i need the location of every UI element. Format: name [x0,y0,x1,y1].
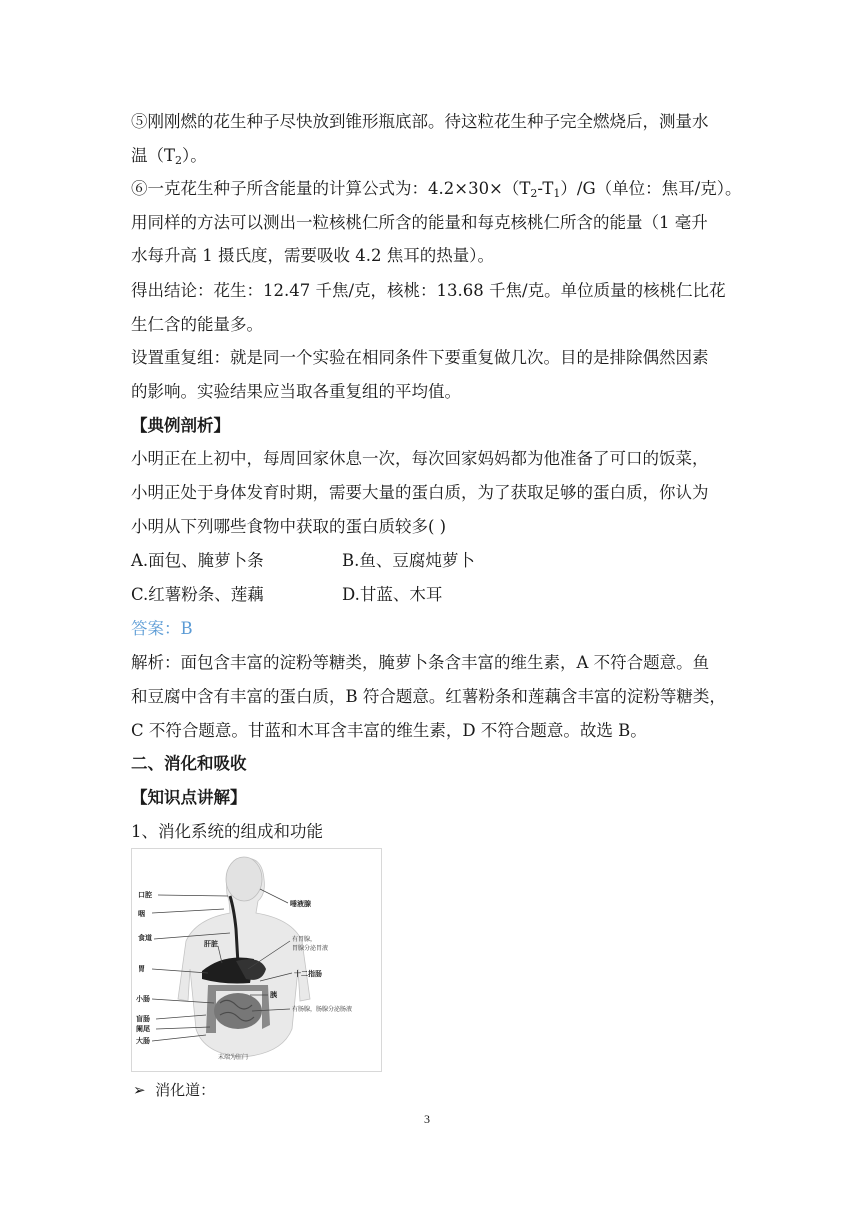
formula-line [131,178,741,205]
label-gastric-gland: 有胃腺， [292,936,317,943]
label-mouth: 口腔 [138,891,152,899]
paragraph-line: 生仁含的能量多。 [131,315,263,334]
paragraph-line: 用同样的方法可以测出一粒核桃仁所含的能量和每克核桃仁所含的能量（1 毫升 [131,213,708,232]
label-cecum: 盲肠 [136,1015,150,1023]
section-title: 二、消化和吸收 [131,754,247,773]
label-anus: 末端为肛门 [218,1054,249,1061]
text-run: ）。 [182,146,207,165]
option-d: D.甘蓝、木耳 [342,585,443,604]
option-c: C.红薯粉条、莲藕 [131,585,264,604]
bullet-text: 消化道： [155,1081,216,1099]
paragraph-line: 得出结论：花生：12.47 千焦/克，核桃：13.68 千焦/克。单位质量的核桃仁比花 [131,281,726,300]
head-outline [226,857,262,901]
label-esophagus: 食道 [138,934,152,942]
section-heading: 【知识点讲解】 [131,788,247,807]
label-stomach: 胃 [138,965,145,973]
label-large-intestine: 大肠 [136,1037,150,1045]
label-intestinal-gland: 有肠腺，肠腺分泌肠液 [292,1006,353,1013]
paragraph-line: 水每升高 1 摄氏度，需要吸收 4.2 焦耳的热量）。 [131,246,494,265]
analysis-line: 和豆腐中含有丰富的蛋白质，B 符合题意。红薯粉条和莲藕含丰富的淀粉等糖类， [131,687,726,706]
paragraph-line: ⑤刚刚燃的花生种子尽快放到锥形瓶底部。待这粒花生种子完全燃烧后，测量水 [131,112,709,131]
label-pancreas: 胰 [270,991,277,999]
label-salivary-gland: 唾液腺 [290,900,311,908]
analysis-line: C 不符合题意。甘蓝和木耳含丰富的维生素，D 不符合题意。故选 B。 [131,721,647,740]
label-small-intestine: 小肠 [136,995,150,1003]
example-heading: 【典例剖析】 [131,416,230,435]
paragraph-line: 设置重复组：就是同一个实验在相同条件下要重复做几次。目的是排除偶然因素 [131,348,709,367]
text-run: -T [537,179,554,198]
paragraph-line: 的影响。实验结果应当取各重复组的平均值。 [131,382,461,401]
text-run: ）/G（单位：焦耳/克）。 [560,179,742,198]
text-run: ⑥一克花生种子所含能量的计算公式为：4.2×30×（T [131,179,531,198]
question-line: 小明正处于身体发育时期，需要大量的蛋白质，为了获取足够的蛋白质，你认为 [131,483,709,502]
analysis-line: 解析：面包含丰富的淀粉等糖类，腌萝卜条含丰富的维生素，A 不符合题意。鱼 [131,653,710,672]
text-run: 温（T [131,146,176,165]
label-duodenum: 十二指肠 [294,970,322,978]
option-a: A.面包、腌萝卜条 [131,551,264,570]
subscript: 2 [530,187,538,200]
bullet-item [133,1079,215,1101]
label-liver: 肝脏 [204,940,218,948]
subscript: 2 [175,154,183,167]
label-appendix: 阑尾 [136,1025,150,1033]
answer-text: 答案：B [131,619,193,638]
label-pharynx: 咽 [138,910,145,918]
question-line: 小明正在上初中，每周回家休息一次，每次回家妈妈都为他准备了可口的饭菜， [131,449,709,468]
subsection-title: 1、消化系统的组成和功能 [131,822,323,841]
question-line: 小明从下列哪些食物中获取的蛋白质较多( ) [131,517,447,536]
option-b: B.鱼、豆腐炖萝卜 [342,551,475,570]
page-number: 3 [424,1112,430,1126]
label-gastric-juice: 胃腺分泌胃液 [292,945,329,952]
paragraph-line [131,145,207,172]
arrow-bullet-icon: ➢ [133,1081,146,1099]
subscript: 1 [553,187,561,200]
digestive-system-diagram [131,848,382,1072]
